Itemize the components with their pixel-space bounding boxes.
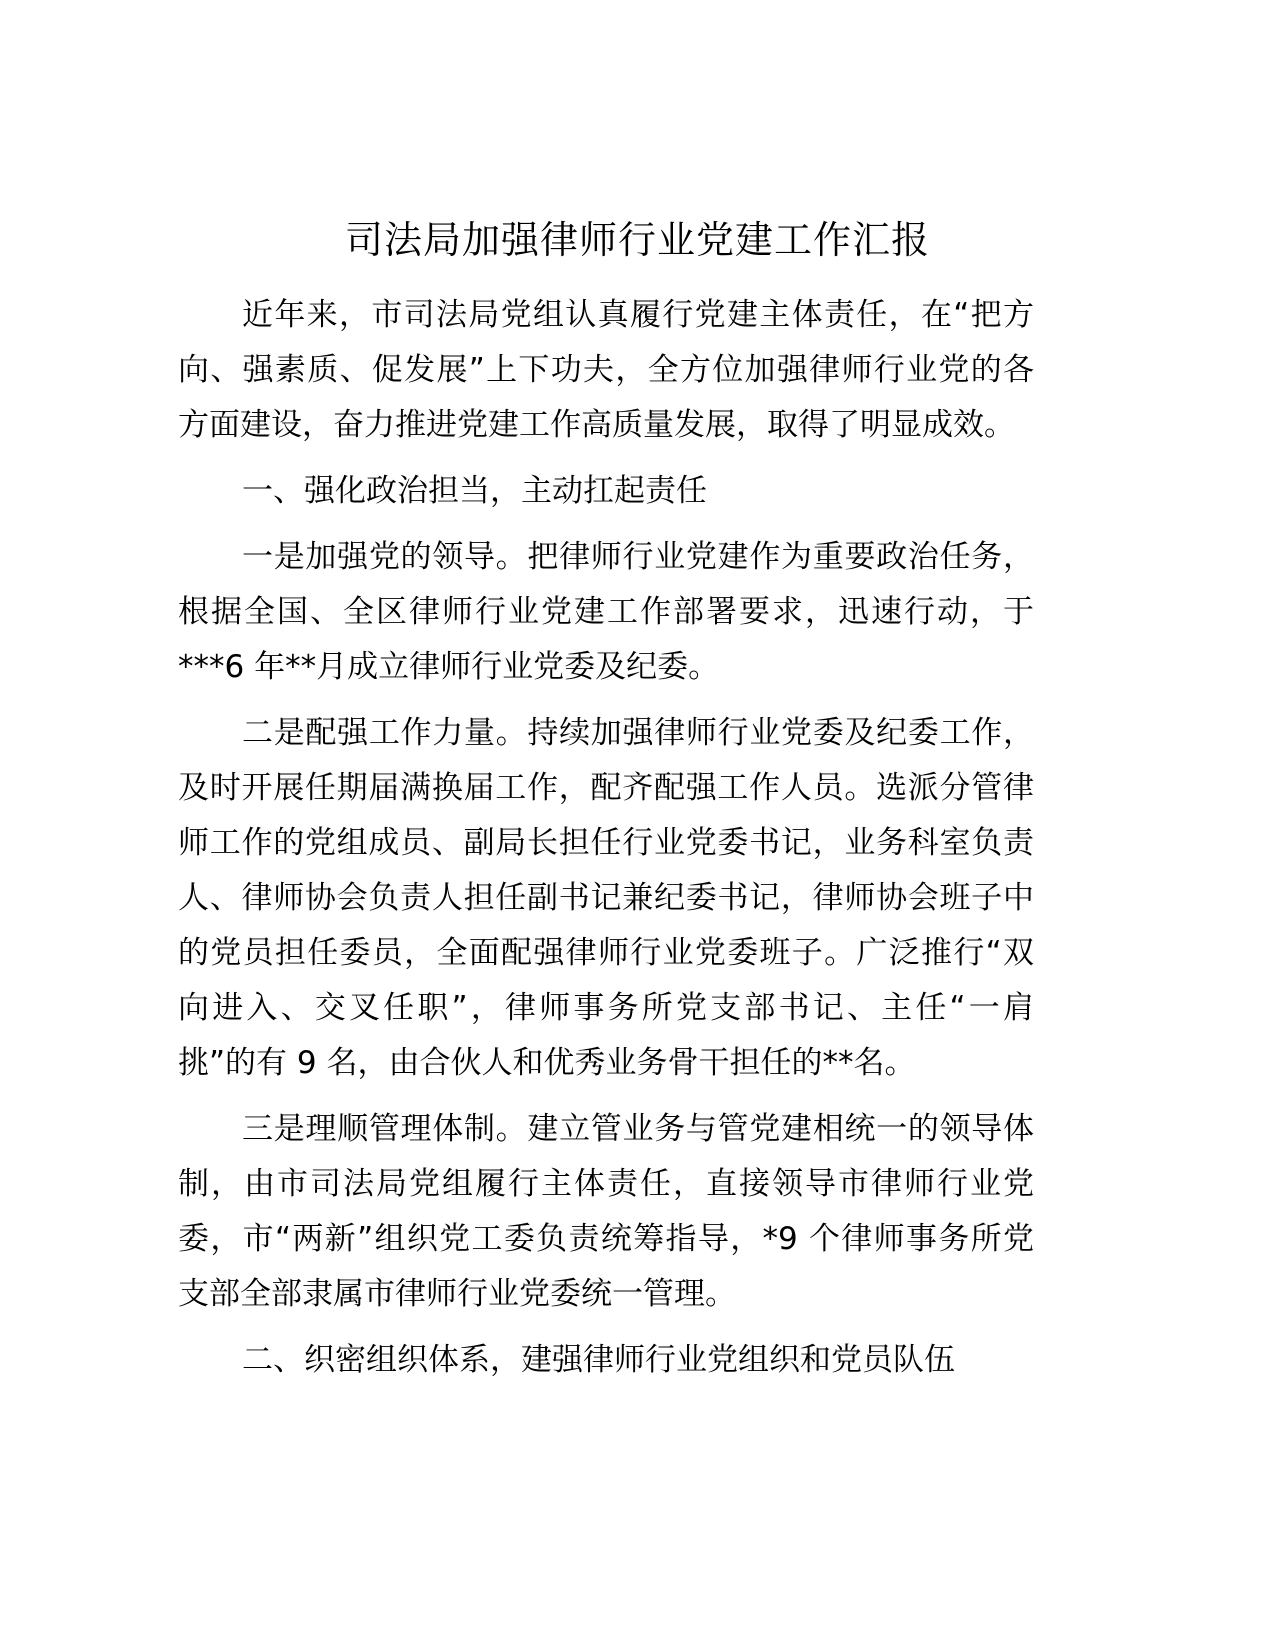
text-line: 二是配强工作力量。持续加强律师行业党委及纪委工作， [242,715,1034,751]
text-line: 人、律师协会负责人担任副书记兼纪委书记，律师协会班子中 [178,880,1034,916]
section-heading-2 [178,1333,1034,1388]
text-line: 的党员担任委员，全面配强律师行业党委班子。广泛推行“双 [178,935,1034,971]
text-line: 二、织密组织体系，建强律师行业党组织和党员队伍 [242,1342,955,1378]
text-line: 挑”的有 9 名，由合伙人和优秀业务骨干担任的**名。 [178,1045,916,1081]
text-line: ***6 年**月成立律师行业党委及纪委。 [178,649,720,685]
text-line: 向、强素质、促发展”上下功夫，全方位加强律师行业党的各 [178,352,1034,388]
text-line: 师工作的党组成员、副局长担任行业党委书记，业务科室负责 [178,825,1034,861]
paragraph-2 [178,706,1034,1091]
text-line: 方面建设，奋力推进党建工作高质量发展，取得了明显成效。 [178,407,1015,443]
section-heading-1 [178,464,1034,519]
text-line: 一、强化政治担当，主动扛起责任 [242,473,707,509]
text-line: 一是加强党的领导。把律师行业党建作为重要政治任务， [242,539,1034,575]
document-title: 司法局加强律师行业党建工作汇报 [344,218,930,262]
text-line: 制，由市司法局党组履行主体责任，直接领导市律师行业党 [178,1166,1034,1202]
document-body [178,288,1034,1399]
text-line: 近年来，市司法局党组认真履行党建主体责任，在“把方 [242,297,1034,333]
text-line: 向进入、交叉任职”，律师事务所党支部书记、主任“一肩 [178,990,1034,1026]
text-line: 三是理顺管理体制。建立管业务与管党建相统一的领导体 [242,1111,1034,1147]
text-line: 支部全部隶属市律师行业党委统一管理。 [178,1276,736,1312]
text-line: 委，市“两新”组织党工委负责统筹指导，*9 个律师事务所党 [178,1221,1034,1257]
paragraph-1 [178,530,1034,695]
text-line: 根据全国、全区律师行业党建工作部署要求，迅速行动，于 [178,594,1034,630]
paragraph-3 [178,1102,1034,1322]
intro-paragraph [178,288,1034,453]
text-line: 及时开展任期届满换届工作，配齐配强工作人员。选派分管律 [178,770,1034,806]
